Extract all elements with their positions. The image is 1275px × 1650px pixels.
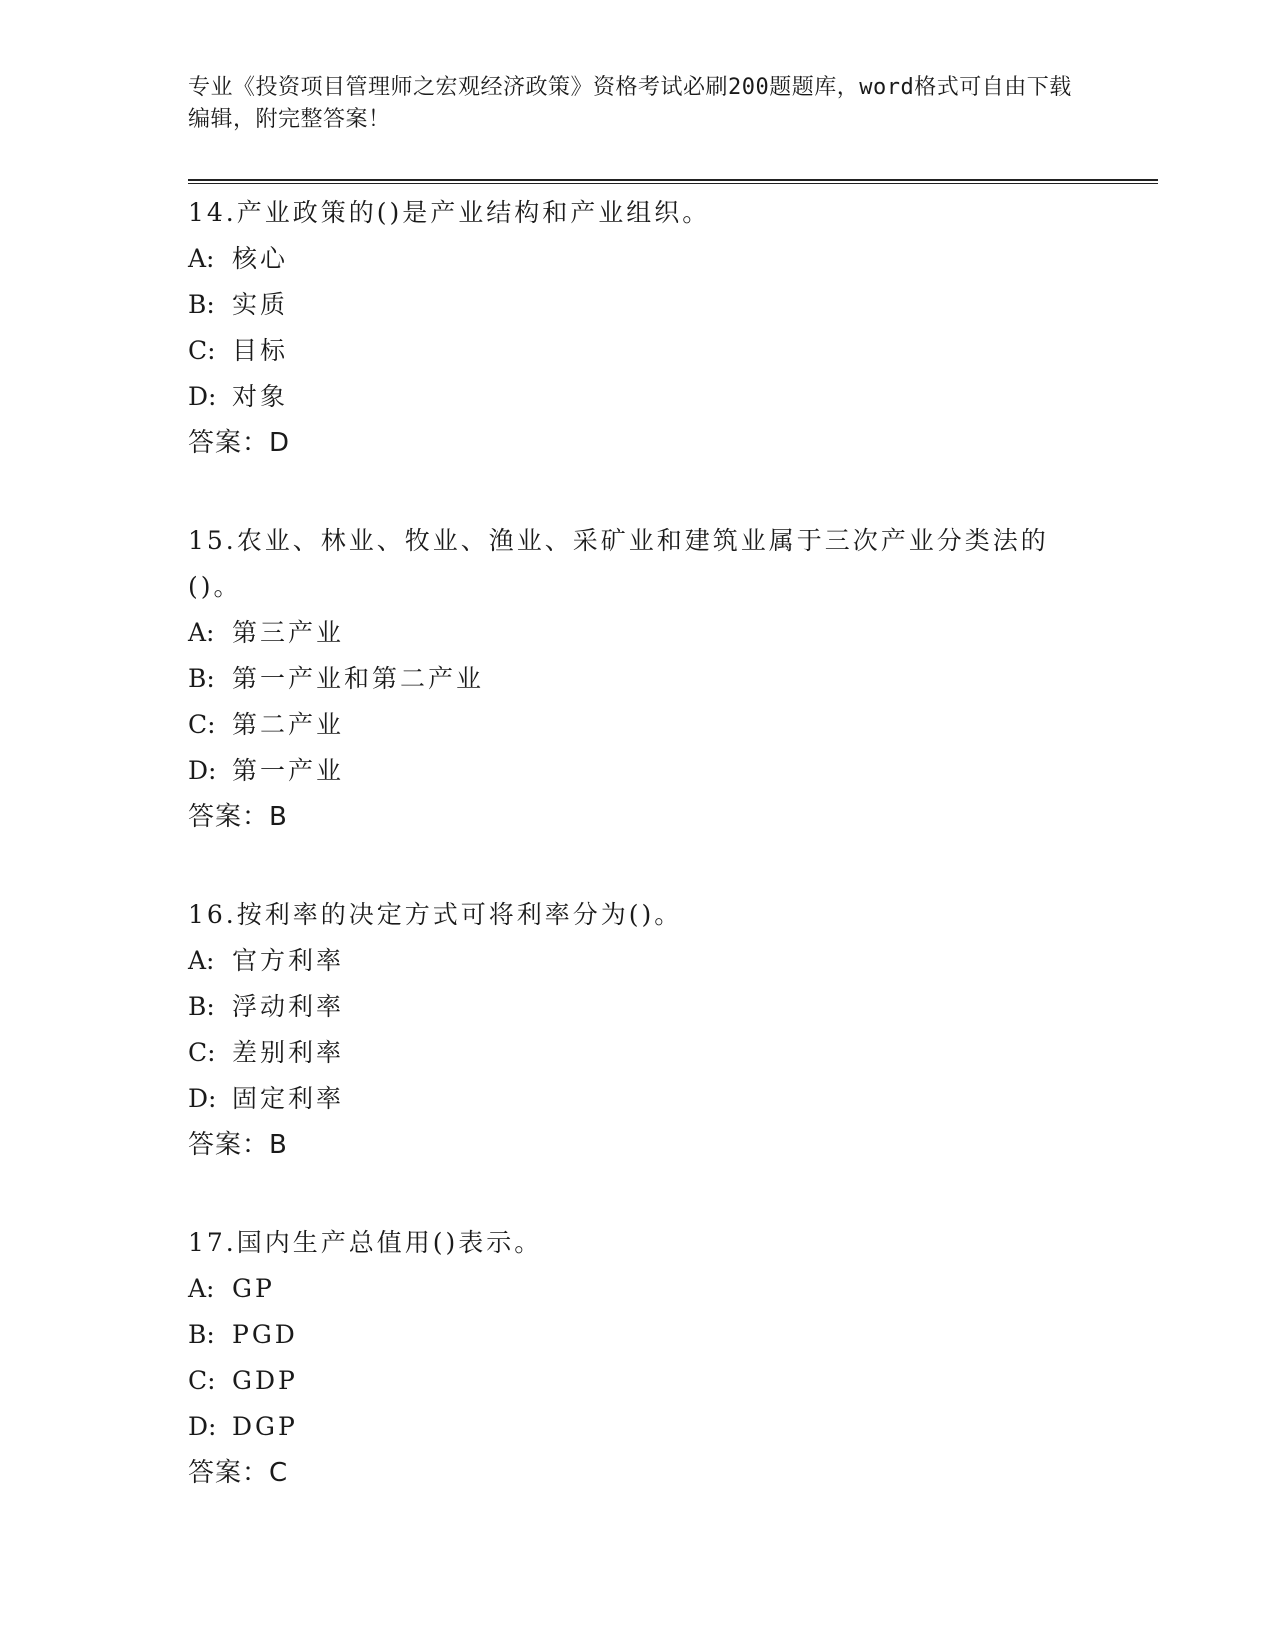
answer-line: 答案：B xyxy=(188,802,288,832)
option-letter: B: xyxy=(188,290,215,319)
option-text: GDP xyxy=(232,1366,298,1395)
option-letter: B: xyxy=(188,664,215,693)
option-letter: A: xyxy=(188,618,215,647)
option-text: 浮动利率 xyxy=(232,992,345,1021)
option-letter: C: xyxy=(188,710,216,739)
option-b xyxy=(188,1312,1088,1358)
option-text: GP xyxy=(232,1274,275,1303)
option-letter: A: xyxy=(188,946,215,975)
option-c xyxy=(188,1030,1088,1076)
option-text: 官方利率 xyxy=(232,946,345,975)
option-c xyxy=(188,702,1088,748)
option-text: 目标 xyxy=(232,336,289,365)
option-d xyxy=(188,1404,1088,1450)
option-letter: C: xyxy=(188,336,216,365)
question-stem: 17.国内生产总值用()表示。 xyxy=(188,1228,543,1257)
option-text: 对象 xyxy=(232,382,289,411)
option-letter: B: xyxy=(188,1320,215,1349)
document-header: 专业《投资项目管理师之宏观经济政策》资格考试必刷200题题库，word格式可自由下载编辑，附完整答案！ xyxy=(188,75,1072,132)
option-a xyxy=(188,938,1088,984)
option-letter: B: xyxy=(188,992,215,1021)
question-16 xyxy=(188,892,1088,1168)
option-text: 第二产业 xyxy=(232,710,345,739)
answer-line: 答案：B xyxy=(188,1130,288,1160)
option-b xyxy=(188,656,1088,702)
option-letter: A: xyxy=(188,1274,215,1303)
option-letter: D: xyxy=(188,1412,217,1441)
question-stem: 16.按利率的决定方式可将利率分为()。 xyxy=(188,900,683,929)
option-b xyxy=(188,984,1088,1030)
option-c xyxy=(188,328,1088,374)
question-stem: 14.产业政策的()是产业结构和产业组织。 xyxy=(188,198,711,227)
question-list xyxy=(188,190,1088,1548)
option-d xyxy=(188,748,1088,794)
option-letter: D: xyxy=(188,382,217,411)
question-17 xyxy=(188,1220,1088,1496)
header-divider xyxy=(188,179,1158,184)
option-text: PGD xyxy=(232,1320,298,1349)
answer-line: 答案：D xyxy=(188,428,291,458)
option-text: 差别利率 xyxy=(232,1038,345,1067)
question-14 xyxy=(188,190,1088,466)
option-text: 第一产业 xyxy=(232,756,345,785)
option-d xyxy=(188,1076,1088,1122)
option-text: 第一产业和第二产业 xyxy=(232,664,485,693)
option-c xyxy=(188,1358,1088,1404)
option-letter: C: xyxy=(188,1038,216,1067)
option-letter: A: xyxy=(188,244,215,273)
option-a xyxy=(188,236,1088,282)
question-15 xyxy=(188,518,1088,840)
option-letter: C: xyxy=(188,1366,216,1395)
option-text: 第三产业 xyxy=(232,618,345,647)
option-text: 核心 xyxy=(232,244,289,273)
option-text: DGP xyxy=(232,1412,298,1441)
option-a xyxy=(188,610,1088,656)
option-b xyxy=(188,282,1088,328)
option-letter: D: xyxy=(188,756,217,785)
answer-line: 答案：C xyxy=(188,1458,289,1488)
option-text: 固定利率 xyxy=(232,1084,345,1113)
option-letter: D: xyxy=(188,1084,217,1113)
option-a xyxy=(188,1266,1088,1312)
question-stem: 15.农业、林业、牧业、渔业、采矿业和建筑业属于三次产业分类法的()。 xyxy=(188,526,1049,601)
option-d xyxy=(188,374,1088,420)
option-text: 实质 xyxy=(232,290,289,319)
